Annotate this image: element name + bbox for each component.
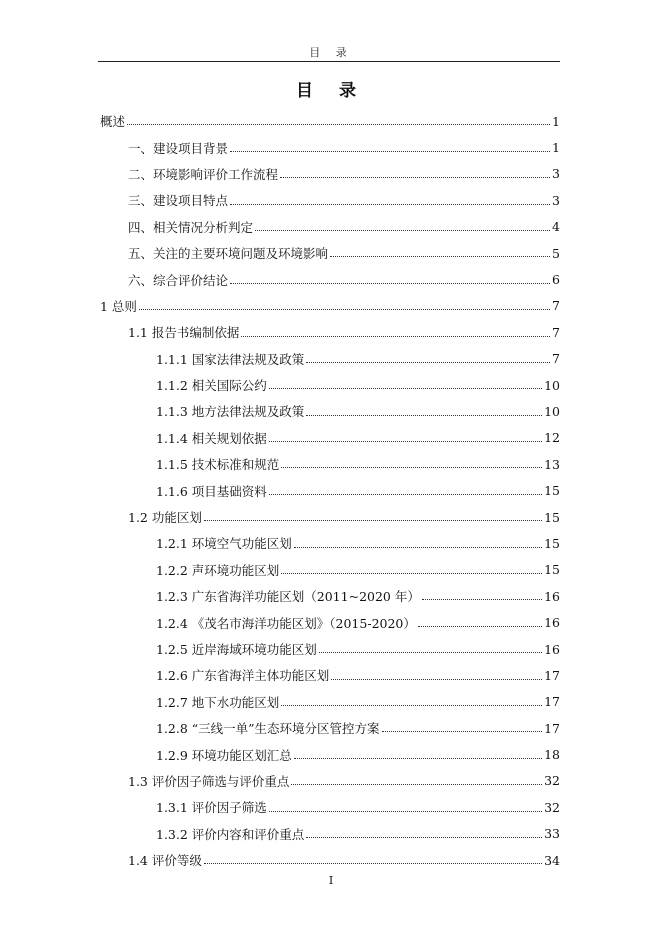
- toc-entry-title: 六、综合评价结论: [128, 272, 229, 288]
- page-title: 目 录: [296, 81, 366, 101]
- toc-entry-page: 7: [552, 351, 560, 367]
- toc-leader: [331, 679, 542, 680]
- toc-entry-page: 10: [544, 403, 560, 419]
- toc-entry-page: 15: [544, 562, 560, 578]
- toc-entry-title: 1.1.4 相关规划依据: [156, 430, 267, 446]
- toc-entry-page: 15: [544, 535, 560, 551]
- toc-leader: [306, 837, 542, 838]
- toc-entry-title: 二、环境影响评价工作流程: [128, 166, 279, 182]
- toc-entry-page: 1: [552, 113, 560, 129]
- toc-entry[interactable]: [100, 557, 560, 583]
- toc-entry[interactable]: [100, 768, 560, 794]
- toc-entry-page: 7: [552, 298, 560, 314]
- toc-leader: [281, 705, 542, 706]
- toc-leader: [139, 309, 550, 310]
- toc-entry-title: 1.2.5 近岸海域环境功能区划: [156, 642, 317, 657]
- page-number: I: [328, 874, 334, 887]
- toc-entry-title: 1.1.2 相关国际公约: [156, 378, 267, 394]
- toc-entry-page: 4: [552, 219, 560, 235]
- toc-entry-title: 概述: [100, 114, 126, 130]
- toc-entry[interactable]: [100, 794, 560, 820]
- toc-entry-title: 1.3.2 评价内容和评价重点: [156, 826, 305, 842]
- toc-entry[interactable]: [100, 847, 560, 873]
- toc-leader: [294, 758, 542, 759]
- toc-entry-page: 12: [544, 430, 560, 446]
- toc-entry-page: 16: [544, 641, 560, 657]
- toc-entry-title: 1.2.9 环境功能区划汇总: [156, 747, 292, 763]
- toc-entry-page: 7: [552, 324, 560, 340]
- toc-list: [100, 108, 560, 873]
- toc-entry-page: 1: [552, 140, 560, 156]
- toc-entry-page: 16: [544, 588, 560, 604]
- toc-entry[interactable]: [100, 425, 560, 451]
- toc-leader: [241, 336, 550, 337]
- toc-leader: [230, 283, 550, 284]
- toc-leader: [269, 441, 542, 442]
- toc-leader: [127, 124, 550, 125]
- toc-entry-title: 1.1 报告书编制依据: [128, 325, 240, 341]
- running-header: 目 录: [309, 46, 353, 59]
- toc-entry[interactable]: [100, 530, 560, 556]
- toc-entry-title: 四、相关情况分析判定: [128, 219, 254, 235]
- toc-entry[interactable]: [100, 741, 560, 767]
- toc-leader: [230, 204, 550, 205]
- toc-entry[interactable]: [100, 346, 560, 372]
- toc-leader: [281, 467, 542, 468]
- toc-entry[interactable]: [100, 636, 560, 662]
- toc-entry-title: 五、关注的主要环境问题及环境影响: [128, 246, 329, 262]
- toc-entry-page: 10: [544, 377, 560, 393]
- toc-leader: [280, 177, 550, 178]
- toc-leader: [382, 731, 543, 732]
- toc-entry-title: 1.4 评价等级: [128, 853, 202, 869]
- toc-entry-page: 3: [552, 166, 560, 182]
- toc-entry-page: 17: [544, 720, 560, 736]
- toc-entry-title: 1.3.1 评价因子筛选: [156, 800, 267, 816]
- header-rule: [98, 61, 560, 62]
- toc-entry-title: 1.2.8 “三线一单”生态环境分区管控方案: [156, 721, 380, 737]
- toc-entry[interactable]: [100, 662, 560, 688]
- toc-leader: [306, 362, 550, 363]
- toc-entry[interactable]: [100, 715, 560, 741]
- toc-entry-page: 5: [552, 245, 560, 261]
- toc-entry-title: 1.2.4 《茂名市海洋功能区划》（2015-2020）: [156, 615, 416, 631]
- toc-entry[interactable]: [100, 214, 560, 240]
- toc-entry-title: 1.2.2 声环境功能区划: [156, 562, 280, 578]
- toc-entry-title: 1.1.5 技术标准和规范: [156, 457, 280, 473]
- toc-entry-title: 1.2.3 广东省海洋功能区划（2011~2020 年）: [156, 589, 420, 605]
- toc-leader: [306, 415, 542, 416]
- toc-entry-title: 1.3 评价因子筛选与评价重点: [128, 773, 290, 789]
- toc-entry[interactable]: [100, 108, 560, 134]
- toc-leader: [319, 652, 542, 653]
- toc-entry[interactable]: [100, 689, 560, 715]
- toc-entry[interactable]: [100, 240, 560, 266]
- toc-entry-page: 32: [544, 773, 560, 789]
- toc-entry-title: 1.1.6 项目基础资料: [156, 483, 267, 499]
- toc-entry-page: 16: [544, 615, 560, 631]
- toc-entry[interactable]: [100, 477, 560, 503]
- toc-entry-page: 17: [544, 694, 560, 710]
- toc-entry[interactable]: [100, 134, 560, 160]
- toc-entry[interactable]: [100, 187, 560, 213]
- toc-entry[interactable]: [100, 319, 560, 345]
- toc-entry-page: 34: [544, 852, 560, 868]
- toc-entry[interactable]: [100, 451, 560, 477]
- toc-entry[interactable]: [100, 293, 560, 319]
- toc-entry-page: 6: [552, 272, 560, 288]
- toc-leader: [294, 547, 542, 548]
- toc-entry[interactable]: [100, 372, 560, 398]
- toc-entry[interactable]: [100, 398, 560, 424]
- toc-entry-page: 3: [552, 192, 560, 208]
- toc-entry-page: 32: [544, 799, 560, 815]
- toc-leader: [269, 494, 542, 495]
- toc-leader: [291, 784, 542, 785]
- toc-entry-page: 15: [544, 509, 560, 525]
- toc-leader: [230, 151, 550, 152]
- toc-entry[interactable]: [100, 266, 560, 292]
- toc-entry-title: 1.2.7 地下水功能区划: [156, 694, 280, 710]
- toc-entry-page: 18: [544, 747, 560, 763]
- toc-entry-page: 15: [544, 483, 560, 499]
- toc-leader: [422, 599, 542, 600]
- toc-leader: [281, 573, 542, 574]
- toc-entry[interactable]: [100, 609, 560, 635]
- toc-entry[interactable]: [100, 504, 560, 530]
- toc-leader: [204, 863, 542, 864]
- toc-leader: [418, 626, 542, 627]
- toc-entry-title: 1.2 功能区划: [128, 510, 202, 526]
- toc-entry-title: 1.2.1 环境空气功能区划: [156, 536, 292, 552]
- toc-entry-title: 1.1.1 国家法律法规及政策: [156, 351, 305, 367]
- toc-leader: [255, 230, 550, 231]
- toc-leader: [269, 388, 542, 389]
- toc-entry[interactable]: [100, 161, 560, 187]
- toc-leader: [204, 520, 542, 521]
- toc-entry-title: 1.2.6 广东省海洋主体功能区划: [156, 668, 330, 684]
- toc-entry-title: 1.1.3 地方法律法规及政策: [156, 404, 305, 420]
- toc-entry-page: 13: [544, 456, 560, 472]
- toc-entry-page: 33: [544, 826, 560, 842]
- toc-entry-page: 17: [544, 667, 560, 683]
- toc-entry-title: 1 总则: [100, 298, 137, 314]
- toc-leader: [269, 811, 542, 812]
- toc-entry-title: 三、建设项目特点: [128, 193, 229, 209]
- toc-entry-title: 一、建设项目背景: [128, 140, 229, 156]
- toc-leader: [330, 256, 550, 257]
- toc-entry[interactable]: [100, 821, 560, 847]
- toc-entry[interactable]: [100, 583, 560, 609]
